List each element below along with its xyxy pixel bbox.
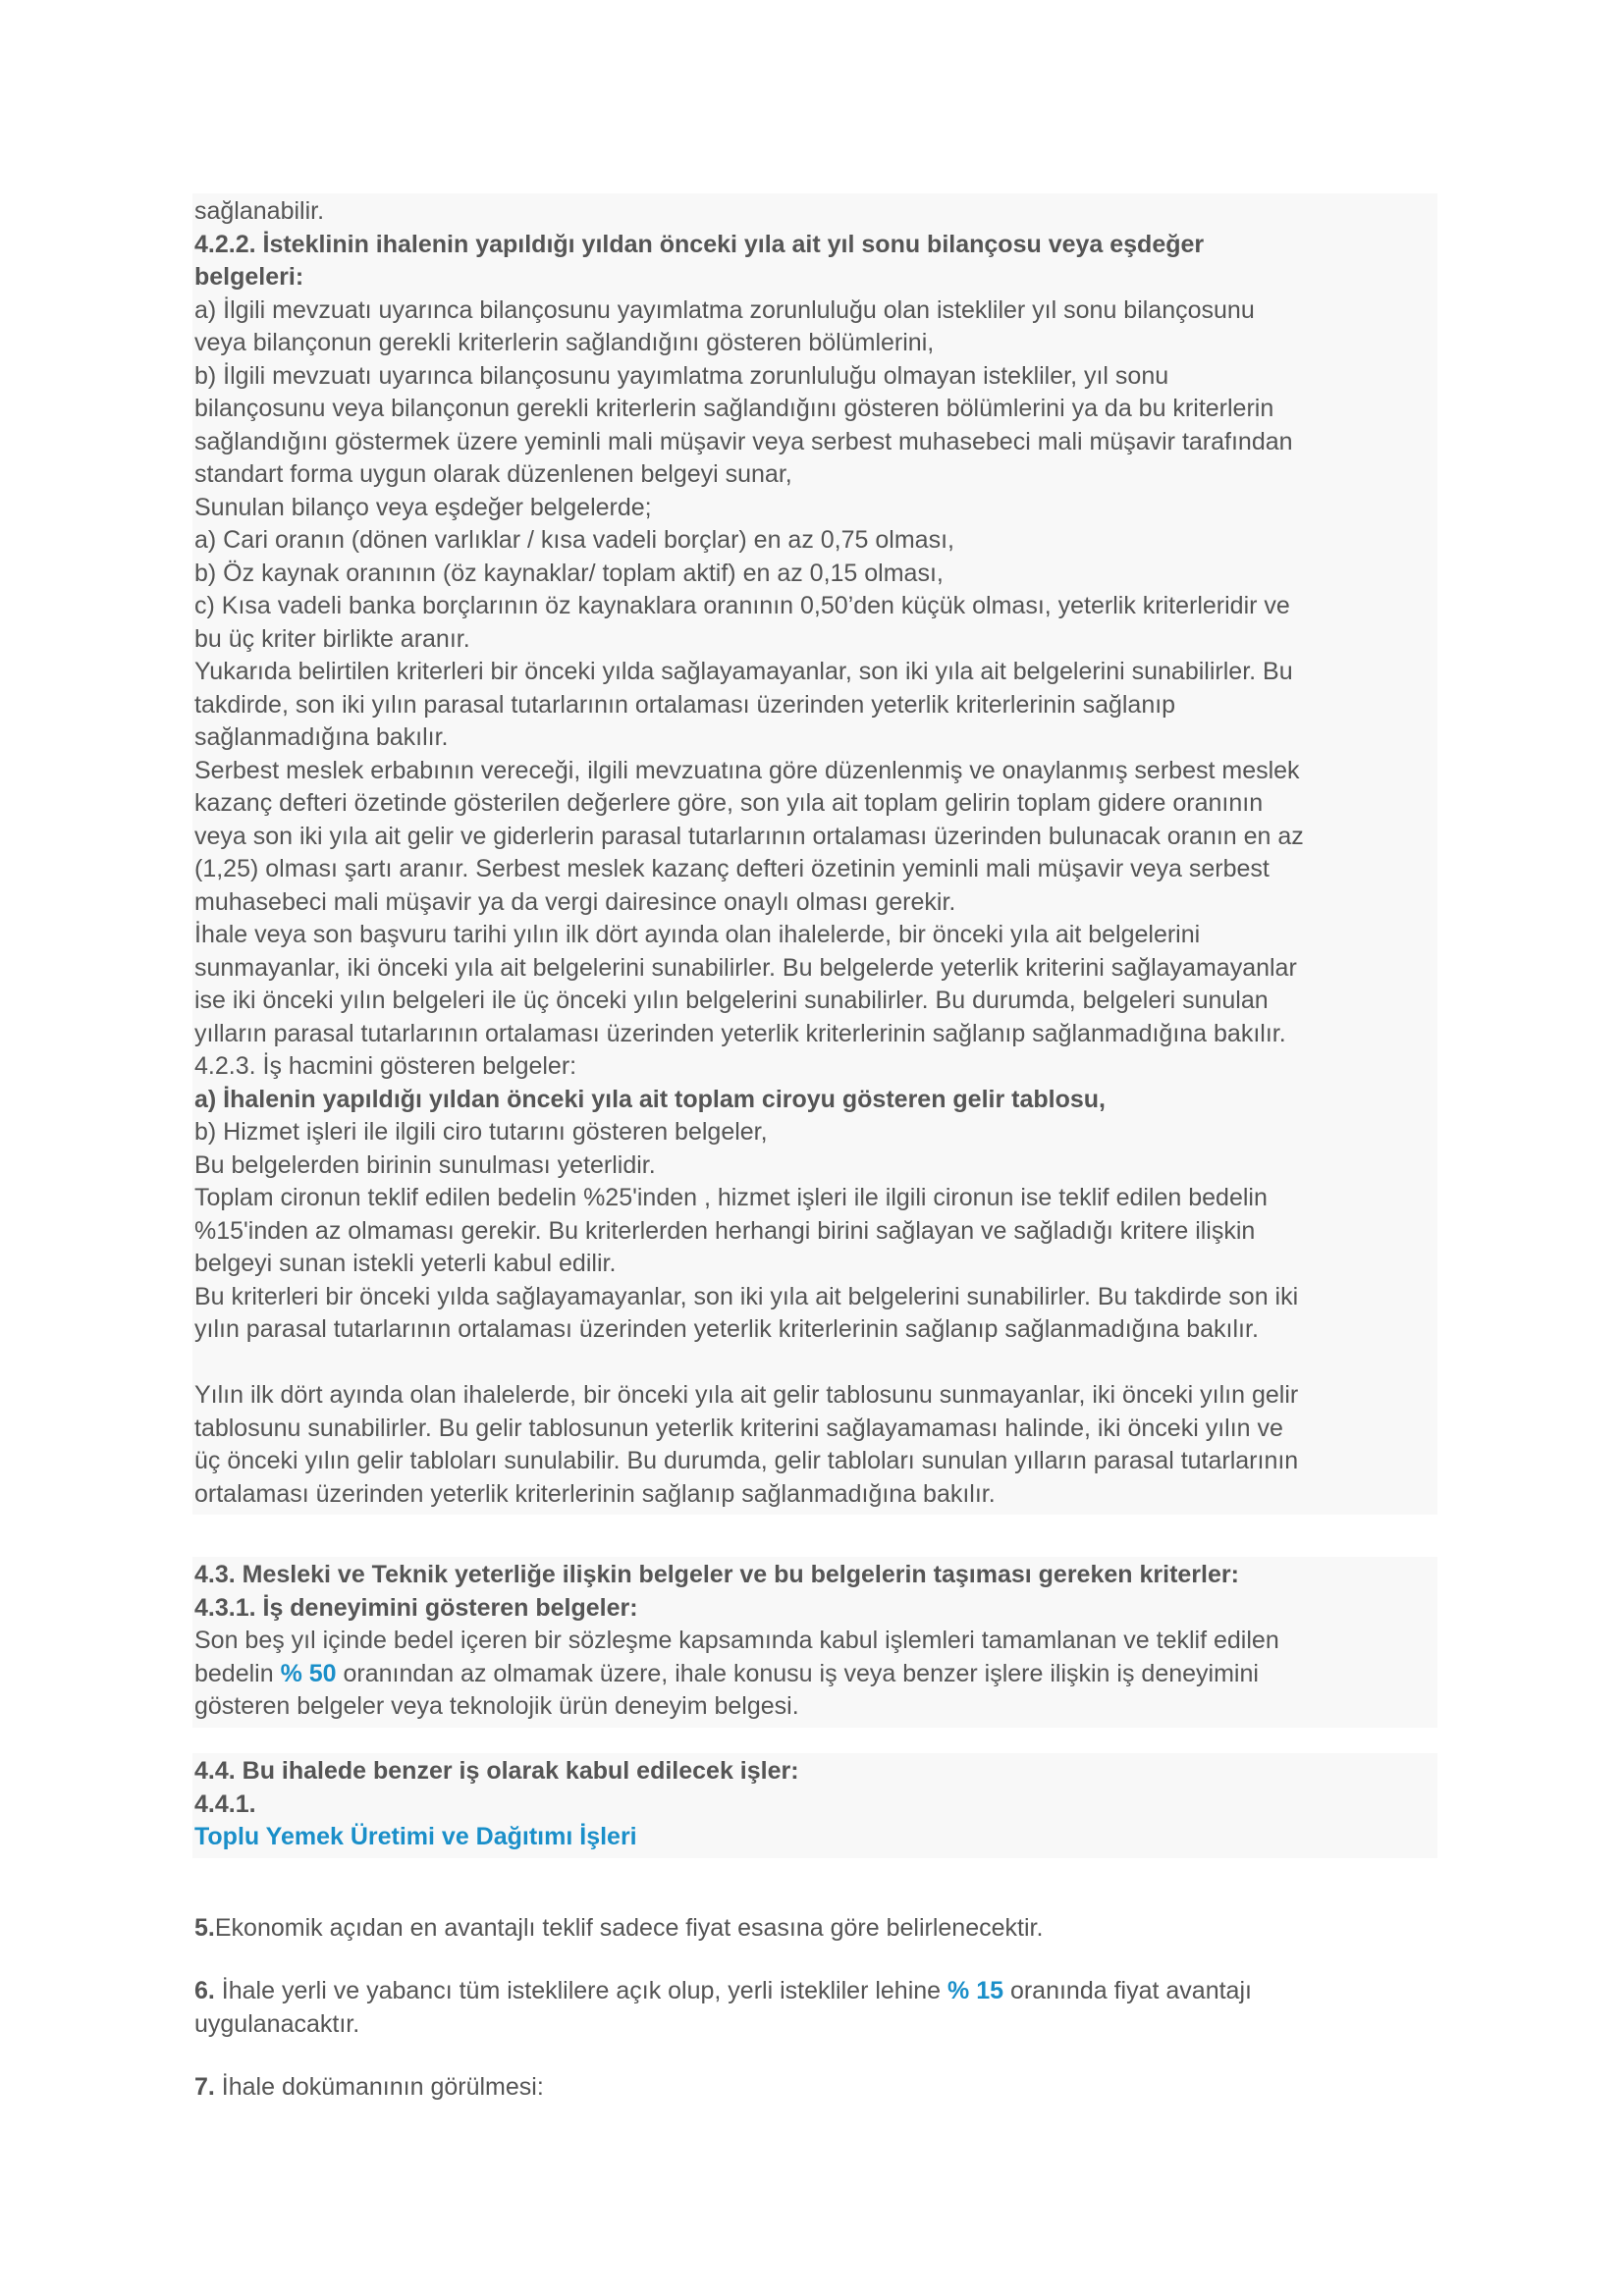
section-number: 6. [194, 1977, 222, 2004]
paragraph-line: Bu belgelerden birinin sunulması yeterlidir. [194, 1150, 656, 1179]
paragraph-line: sağlanmadığına bakılır. [194, 723, 449, 751]
paragraph-line: yılların parasal tutarlarının ortalaması üzerinden yeterlik kriterlerinin sağlanıp sağlanmadığına bakılır. [194, 1019, 1286, 1047]
paragraph-line: Yukarıda belirtilen kriterleri bir önceki yılda sağlayamayanlar, son iki yıla ait belgelerini sunabilirler. Bu [194, 658, 1293, 685]
percentage-highlight: % 15 [947, 1977, 1003, 2004]
paragraph-line: tablosunu sunabilirler. Bu gelir tablosunun yeterlik kriterini sağlayamaması halinde, iki önceki yılın ve [194, 1414, 1283, 1442]
paragraph-line: a) Cari oranın (dönen varlıklar / kısa vadeli borçlar) en az 0,75 olması, [194, 526, 954, 554]
paragraph-line: bilançosunu veya bilançonun gerekli kriterlerin sağlandığını gösteren bölümlerini ya da bu kriterlerin [194, 395, 1274, 422]
paragraph-line: kazanç defteri özetinde gösterilen değerlere göre, son yıla ait toplam gelirin toplam gidere oranının [194, 789, 1264, 817]
section-number: 5. [194, 1914, 215, 1942]
section-heading: 4.2.2. İsteklinin ihalenin yapıldığı yıldan önceki yıla ait yıl sonu bilançosu veya eşdeğer [194, 230, 1205, 258]
paragraph-line: veya bilançonun gerekli kriterlerin sağlandığını gösteren bölümlerini, [194, 329, 935, 356]
section-number: 7. [194, 2073, 222, 2101]
section-heading-4-4: 4.4. Bu ihalede benzer iş olarak kabul edilecek işler: [194, 1757, 799, 1785]
percentage-highlight: % 50 [280, 1659, 337, 1687]
paragraph-line: belgeyi sunan istekli yeterli kabul edilir. [194, 1250, 617, 1277]
section-heading: a) İhalenin yapıldığı yıldan önceki yıla ait toplam ciroyu gösteren gelir tablosu, [194, 1085, 1106, 1113]
paragraph-line: bu üç kriter birlikte aranır. [194, 624, 470, 653]
paragraph-line: a) İlgili mevzuatı uyarınca bilançosunu yayımlatma zorunluluğu olan istekliler yıl sonu bilançosunu [194, 295, 1255, 324]
similar-works-section [192, 1753, 1437, 1858]
paragraph-line: İhale veya son başvuru tarihi yılın ilk dört ayında olan ihalelerde, bir önceki yıla ait belgelerini [194, 921, 1201, 948]
paragraph-line: Yılın ilk dört ayında olan ihalelerde, bir önceki yıla ait gelir tablosunu sunmayanlar, iki önceki yılın gelir [194, 1381, 1299, 1409]
section-5: 5.Ekonomik açıdan en avantajlı teklif sadece fiyat esasına göre belirlenecektir. [194, 1914, 1044, 1942]
paragraph-line: Bu kriterleri bir önceki yılda sağlayamayanlar, son iki yıla ait belgelerini sunabilirler. Bu takdirde son iki [194, 1282, 1299, 1310]
paragraph-line: (1,25) olması şartı aranır. Serbest meslek kazanç defteri özetinin yeminli mali müşavir veya serbest [194, 855, 1270, 882]
paragraph-line: muhasebeci mali müşavir ya da vergi dairesince onaylı olması gerekir. [194, 887, 956, 916]
paragraph-line: %15'inden az olmaması gerekir. Bu kriterlerden herhangi birini sağlayan ve sağladığı kritere ilişkin [194, 1216, 1256, 1245]
paragraph-line: sağlanabilir. [194, 197, 325, 225]
subheading-4-3-1: 4.3.1. İş deneyimini gösteren belgeler: [194, 1593, 638, 1622]
paragraph-line: üç önceki yılın gelir tabloları sunulabilir. Bu durumda, gelir tabloları sunulan yılların parasal tutarlarının [194, 1447, 1299, 1474]
paragraph-line: ise iki önceki yılın belgeleri ile üç önceki yılın belgelerini sunabilirler. Bu durumda, belgeleri sunulan [194, 987, 1269, 1014]
paragraph-line: b) İlgili mevzuatı uyarınca bilançosunu yayımlatma zorunluluğu olmayan istekliler, yıl sonu [194, 361, 1169, 390]
subheading-4-4-1: 4.4.1. [194, 1789, 256, 1818]
paragraph-line: veya son iki yıla ait gelir ve giderlerin parasal tutarlarının ortalaması üzerinden bulunacak oranın en az [194, 822, 1304, 850]
professional-competence-section [192, 1557, 1437, 1728]
paragraph-line: Sunulan bilanço veya eşdeğer belgelerde; [194, 493, 652, 521]
paragraph-line: bedelin % 50 oranından az olmamak üzere, ihale konusu iş veya benzer işlere ilişkin iş deneyimini [194, 1659, 1259, 1687]
paragraph-line: yılın parasal tutarlarının ortalaması üzerinden yeterlik kriterlerinin sağlanıp sağlanmadığına bakılır. [194, 1315, 1259, 1343]
paragraph-line: standart forma uygun olarak düzenlenen belgeyi sunar, [194, 460, 792, 488]
paragraph-line: Serbest meslek erbabının vereceği, ilgili mevzuatına göre düzenlenmiş ve onaylanmış serbest meslek [194, 756, 1300, 784]
section-7: 7. İhale dokümanının görülmesi: [194, 2073, 544, 2101]
paragraph-line: Son beş yıl içinde bedel içeren bir sözleşme kapsamında kabul işlemleri tamamlanan ve teklif edilen [194, 1627, 1279, 1654]
paragraph-line: Toplam cironun teklif edilen bedelin %25'inden , hizmet işleri ile ilgili cironun ise teklif edilen bedelin [194, 1184, 1268, 1211]
paragraph-line [194, 1347, 1437, 1380]
section-heading-4-3: 4.3. Mesleki ve Teknik yeterliğe ilişkin belgeler ve bu belgelerin taşıması gereken kriterler: [194, 1561, 1239, 1588]
paragraph-line: c) Kısa vadeli banka borçlarının öz kaynaklara oranının 0,50’den küçük olması, yeterlik kriterleridir ve [194, 592, 1290, 619]
paragraph-line: b) Öz kaynak oranının (öz kaynaklar/ toplam aktif) en az 0,15 olması, [194, 559, 944, 587]
paragraph-line: gösteren belgeler veya teknolojik ürün deneyim belgesi. [194, 1692, 799, 1720]
paragraph-line: sağlandığını göstermek üzere yeminli mali müşavir veya serbest muhasebeci mali müşavir tarafından [194, 427, 1293, 455]
similar-work-item: Toplu Yemek Üretimi ve Dağıtımı İşleri [194, 1823, 637, 1850]
section-heading: belgeleri: [194, 263, 304, 291]
paragraph-line: sunmayanlar, iki önceki yıla ait belgelerini sunabilirler. Bu belgelerde yeterlik kriterini sağlayamayanlar [194, 953, 1297, 982]
financial-criteria-section [192, 193, 1437, 1515]
paragraph-line: takdirde, son iki yılın parasal tutarlarının ortalaması üzerinden yeterlik kriterlerinin sağlanıp [194, 690, 1176, 719]
paragraph-line: b) Hizmet işleri ile ilgili ciro tutarını gösteren belgeler, [194, 1118, 768, 1146]
paragraph-line: 4.2.3. İş hacmini gösteren belgeler: [194, 1052, 577, 1080]
section-6: 6. İhale yerli ve yabancı tüm isteklilere açık olup, yerli istekliler lehine % 15 oranında fiyat avantajı uygulanacaktır. [194, 1977, 1252, 2038]
paragraph-line: ortalaması üzerinden yeterlik kriterlerinin sağlanıp sağlanmadığına bakılır. [194, 1479, 996, 1508]
